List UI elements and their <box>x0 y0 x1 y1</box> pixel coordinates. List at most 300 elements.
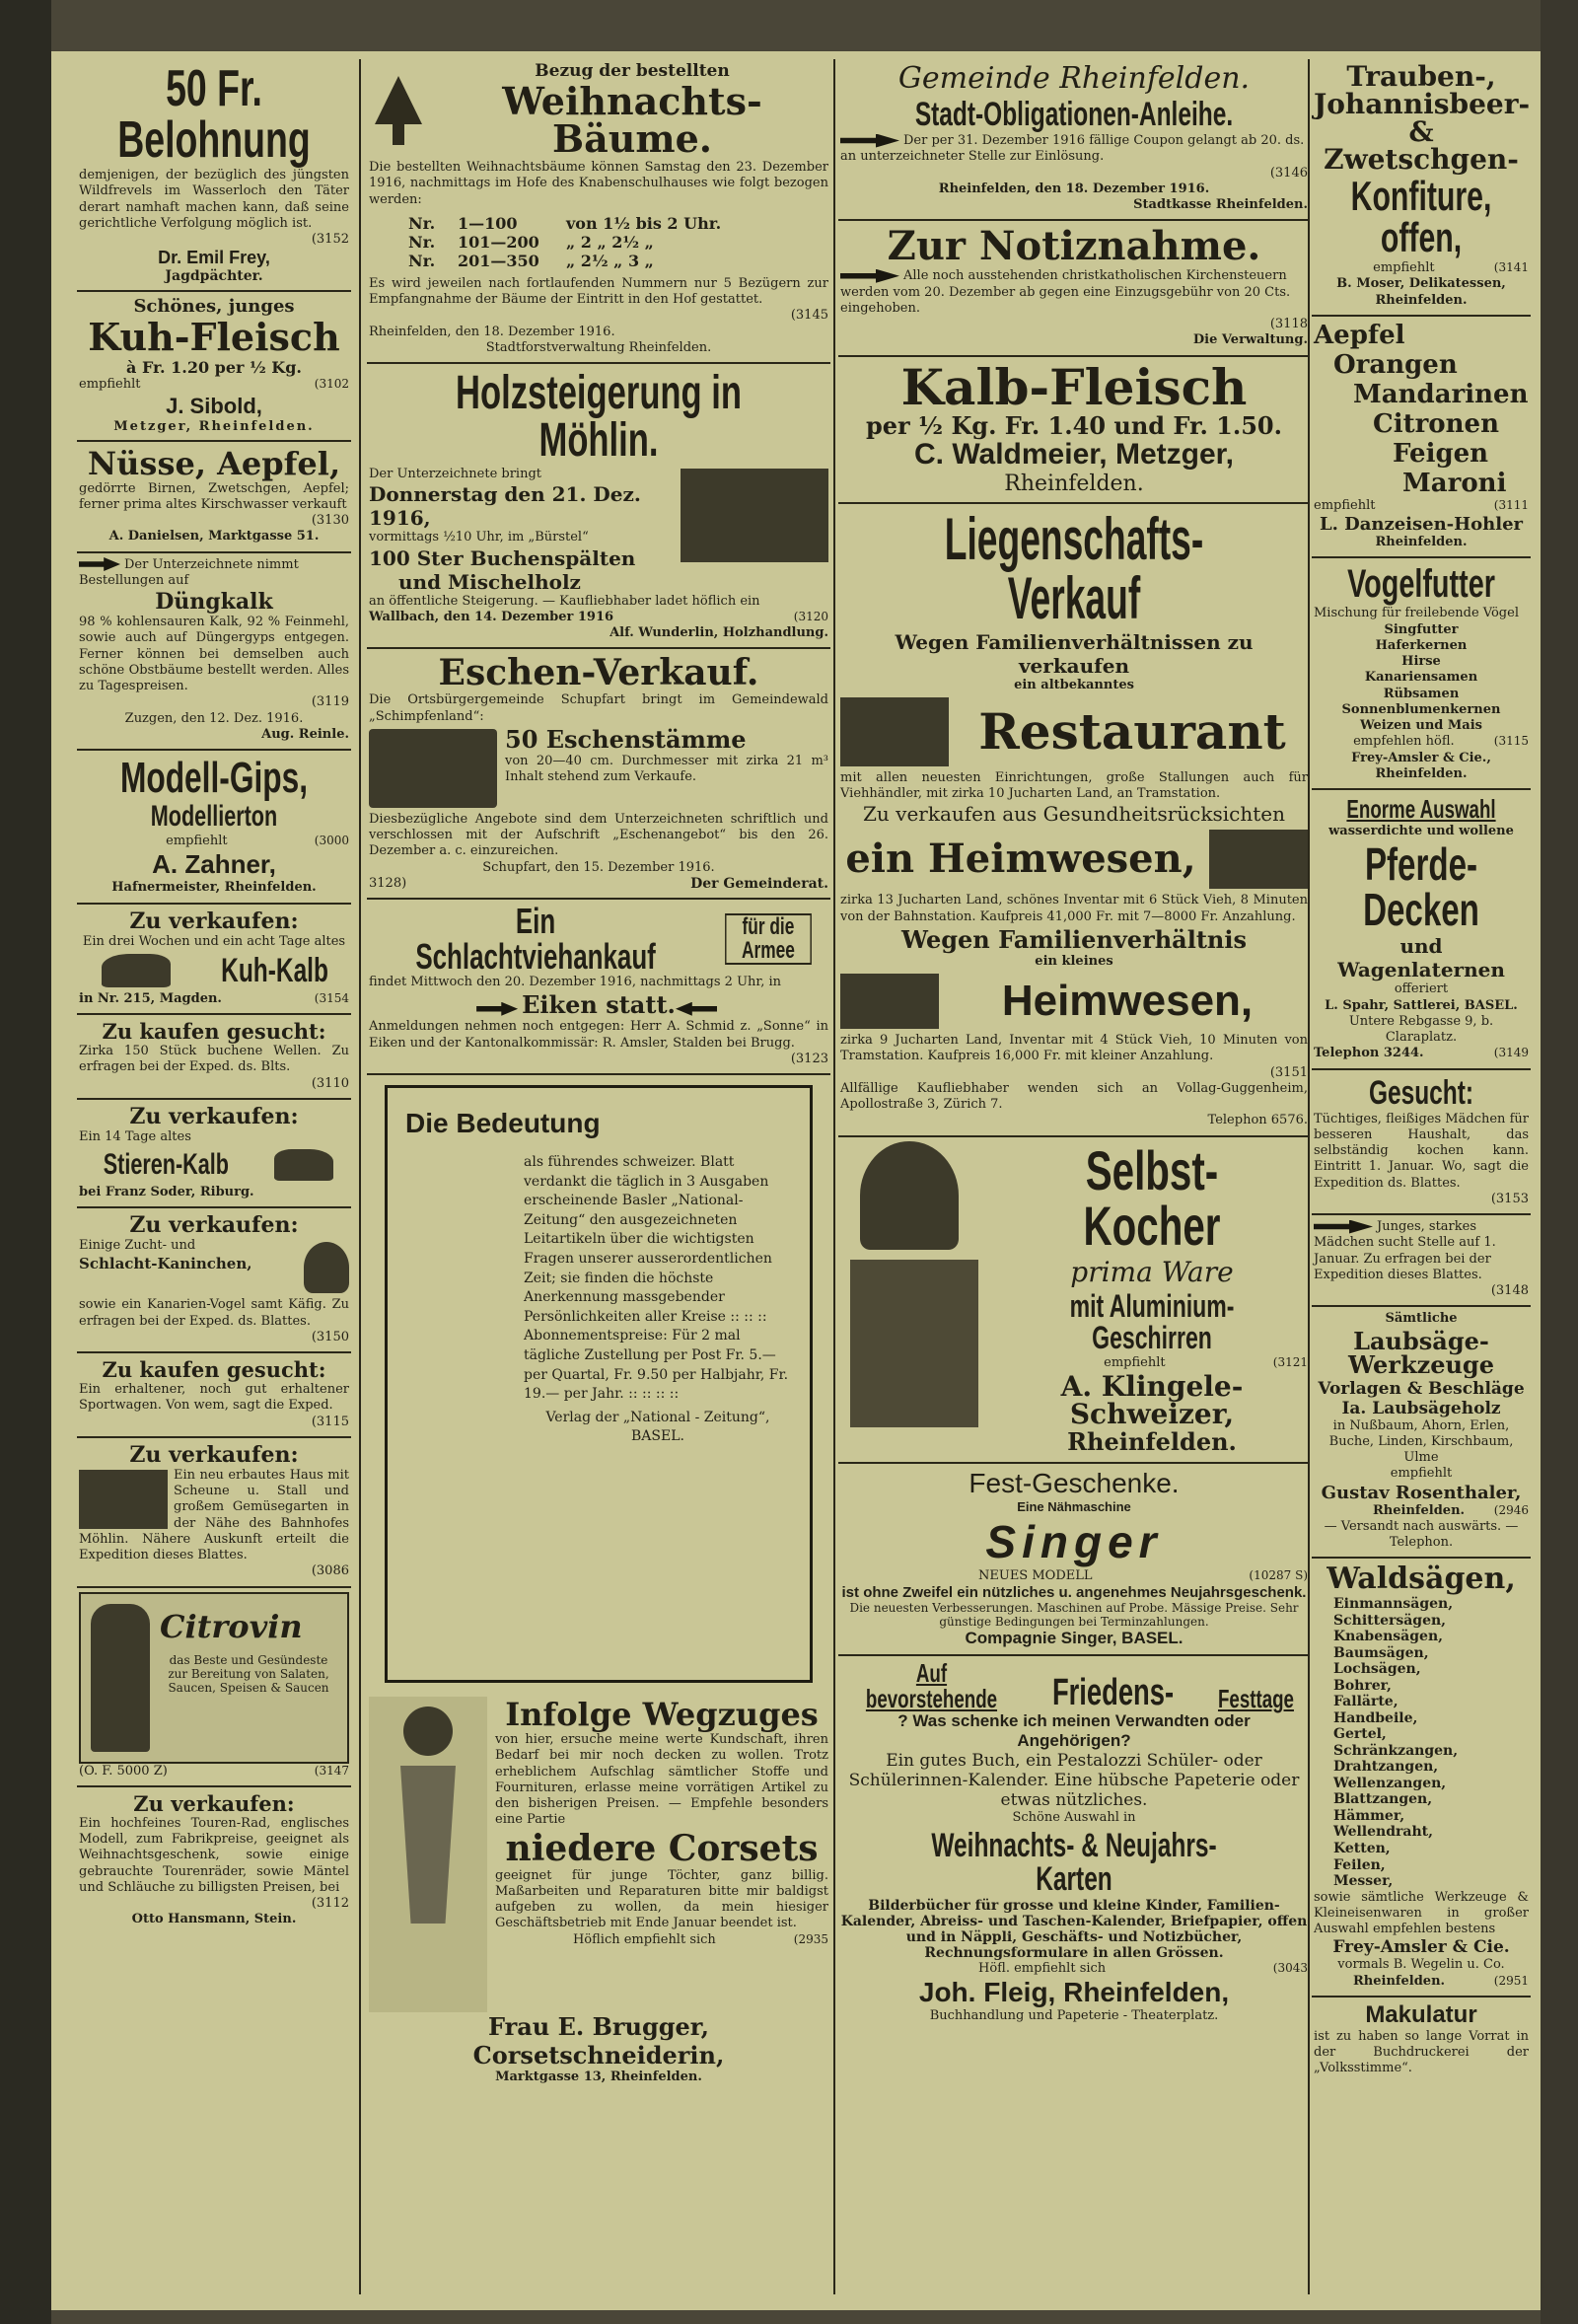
ad-text: von 20—40 cm. Durchmesser mit zirka 21 m³ Inhalt stehend zum Verkaufe. <box>505 753 828 784</box>
book-binding-left <box>0 0 51 2324</box>
ad-kalbfleisch <box>838 357 1310 504</box>
logs-illustration <box>369 729 497 808</box>
ad-sportwagen <box>77 1353 351 1438</box>
ad-maedchen <box>1312 1215 1531 1307</box>
ad-text: zirka 9 Jucharten Land, Inventar mit 4 Stück Vieh, 10 Minuten von Tramstation. Kaufpreis 16,000 Fr. mit kleiner Anzahlung. <box>840 1033 1308 1064</box>
list-item: Knabensägen, <box>1333 1629 1443 1645</box>
ad-big: Konfiture, offen, <box>1350 173 1492 260</box>
ad-signature: L. Danzeisen-Hohler <box>1319 514 1524 535</box>
ad-big: Schlacht-Kaninchen, <box>79 1254 252 1272</box>
ad-pretitle: Schönes, junges <box>133 296 295 318</box>
ad-text: Ein hochfeines Touren-Rad, englisches Modell, zum Fabrikpreise, geeignet als Weihnachtsgeschenk, sowie einige gebrauchte Tourenräder, sowie Mäntel und Schläuche zu billigsten Preisen, bei <box>79 1815 349 1895</box>
ad-signature: B. Moser, Delikatessen, <box>1336 276 1506 292</box>
ad-subtitle: prima Ware <box>1070 1255 1234 1288</box>
ad-place: Rheinfelden. <box>1375 535 1468 549</box>
ad-text: geeignet für junge Töchter, ganz billig. Maßarbeiten und Reparaturen bitte mir baldigst aufgeben zu wollen, da mein hiesiger Geschäftsbetrieb mit Ende Januar beendet ist. <box>495 1867 828 1931</box>
ad-empfiehlt: empfiehlt <box>1373 260 1435 275</box>
ad-signature: Stadtkasse Rheinfelden. <box>1133 197 1308 212</box>
ad-pferdedecken <box>1312 790 1531 1070</box>
pointing-hand-icon <box>840 134 899 148</box>
ad-subtitle: wasserdichte und wollene <box>1328 824 1514 838</box>
ad-makulatur <box>1312 1997 1531 2083</box>
house-illustration <box>840 974 939 1029</box>
ad-text: als führendes schweizer. Blatt verdankt die täglich in 3 Ausgaben erscheinende Basler „National-Zeitung“ den ausgezeichneten Leitartikeln über die wichtigsten Fragen unserer ausserordentlichen Zeit; sie finden die höchste Anerkennung massgebender Persönlichkeiten aller Kreise :: :: :: <box>524 1154 772 1325</box>
ad-signature: bei Franz Soder, Riburg. <box>79 1185 254 1199</box>
brand-logo: Singer <box>985 1516 1163 1567</box>
ad-subtitle: Eine Nähmaschine <box>1017 1498 1131 1514</box>
column-3 <box>838 57 1310 2294</box>
ad-empfiehlt: empfiehlt <box>1314 497 1376 513</box>
ad-date: Rheinfelden, den 18. Dezember 1916. <box>369 324 615 339</box>
ad-title: Zu kaufen gesucht: <box>102 1019 326 1044</box>
ad-title: Festtage <box>1217 1684 1294 1714</box>
ad-empfiehlt: Höfl. empfiehlt sich <box>978 1960 1107 1976</box>
ad-title: Infolge Wegzuges <box>505 1696 819 1733</box>
ad-signature-place: Metzger, Rheinfelden. <box>113 418 315 434</box>
ad-place: Rheinfelden. <box>1375 765 1468 781</box>
ad-text: Anmeldungen nehmen noch entgegen: Herr A. Schmid z. „Sonne“ in Eiken und der Kantonalkommissär: R. Amsler, Stalden bei Brugg. <box>369 1019 828 1051</box>
list-item: Schittersägen, <box>1333 1612 1447 1629</box>
column-1 <box>77 57 351 2294</box>
ad-address: Marktgasse 13, Rheinfelden. <box>495 2070 702 2084</box>
ad-subtitle: Zu verkaufen aus Gesundheitsrücksichten <box>863 802 1285 827</box>
ad-tag: (3111 <box>1493 497 1529 512</box>
ad-tag: (3150 <box>311 1329 349 1344</box>
table-row: Nr. 101—200 „ 2 „ 2½ „ <box>408 232 654 252</box>
ad-modellgips <box>77 751 351 905</box>
ad-tag: (3000 <box>314 834 349 847</box>
list-item: Maroni <box>1402 468 1507 498</box>
ad-place: Rheinfelden. <box>1375 292 1468 308</box>
ad-tag: (3115 <box>311 1414 349 1429</box>
ad-text: sowie sämtliche Werkzeuge & Kleineisenwaren in großer Auswahl empfehlen bestens <box>1314 1889 1529 1937</box>
ad-signature: A. Klingele-Schweizer, <box>1060 1369 1244 1430</box>
list-item: Wellendraht, <box>1333 1824 1433 1841</box>
ad-subtitle: Stadt-Obligationen-Anleihe. <box>914 96 1234 133</box>
ad-text: Der Unterzeichnete nimmt Bestellungen auf <box>79 556 299 588</box>
ad-signature: Otto Hansmann, Stein. <box>131 1912 297 1927</box>
tool-list <box>1314 1596 1529 1889</box>
ad-title: Gemeinde Rheinfelden. <box>897 61 1251 96</box>
ad-subtitle: Wegen Familienverhältnis <box>900 924 1247 954</box>
list-item: Kanariensamen <box>1364 670 1478 686</box>
ad-empfiehlt: Höflich empfiehlt sich <box>572 1931 716 1947</box>
ad-telephone: Telephon. <box>1389 1535 1454 1550</box>
ad-signature: Verlag der „National - Zeitung“, BASEL. <box>545 1409 770 1445</box>
ad-title: Liegenschafts-Verkauf <box>944 505 1204 631</box>
ad-empfiehlt: empfiehlt <box>1104 1354 1166 1370</box>
ad-nuesse <box>77 442 351 553</box>
list-item: Blattzangen, <box>1333 1791 1433 1808</box>
ad-title: Zur Notiznahme. <box>887 223 1261 270</box>
list-item: Weizen und Mais <box>1360 718 1482 733</box>
ad-subtitle: ein altbekanntes <box>1014 677 1134 692</box>
ad-schlachtvieh <box>367 900 830 1075</box>
ad-place: Rheinfelden. <box>1004 471 1144 496</box>
ad-belohnung <box>77 57 351 292</box>
ad-text: Bilderbücher für grosse und kleine Kinder, Familien-Kalender, Abreiss- und Taschen-Kalender, Briefpapier, offen und in Näppli, Geschäfts- und Notizbücher, Rechnungsformulare in allen Grössen. <box>840 1897 1308 1961</box>
ad-big: Eiken statt. <box>522 990 676 1020</box>
ad-title: Zu verkaufen: <box>133 1790 295 1816</box>
ad-date: Schupfart, den 15. Dezember 1916. <box>482 859 715 875</box>
pointing-hand-icon <box>1314 1220 1373 1234</box>
ad-tag: (3120 <box>793 609 828 623</box>
ad-tag: (3153 <box>1490 1191 1529 1206</box>
ad-title: Die Bedeutung <box>405 1108 601 1138</box>
ad-address: vormals B. Wegelin u. Co. <box>1337 1957 1505 1973</box>
ad-text: gedörrte Birnen, Zwetschgen, Aepfel; ferner prima altes Kirschwasser verkauft <box>79 480 349 512</box>
ad-national-zeitung <box>385 1085 813 1683</box>
ad-laubsaege <box>1312 1307 1531 1559</box>
ad-title: Gesucht: <box>1368 1073 1474 1112</box>
ad-text: an öffentliche Steigerung. — Kaufliebhaber ladet höflich ein <box>369 593 760 609</box>
ad-text: sowie ein Kanarien-Vogel samt Käfig. Zu erfragen bei der Exped. ds. Blattes. <box>79 1297 349 1329</box>
ad-signature: Stadtforstverwaltung Rheinfelden. <box>485 339 712 355</box>
ad-big: 100 Ster Buchenspälten <box>369 545 636 570</box>
ad-tag: (3112 <box>311 1896 349 1911</box>
list-item: Baumsägen, <box>1333 1644 1429 1661</box>
ad-tag: (10287 S) <box>1249 1568 1308 1582</box>
list-item: Aepfel <box>1314 320 1405 350</box>
ad-holzsteigerung <box>367 364 830 649</box>
ad-text: Ein 14 Tage altes <box>79 1128 191 1144</box>
ad-signature: L. Spahr, Sattlerei, BASEL. <box>1325 997 1518 1013</box>
ad-signature: J. Sibold, <box>166 393 262 418</box>
ad-subtitle: und Wagenlaternen <box>1337 934 1505 982</box>
pointing-hand-icon <box>676 1002 717 1016</box>
list-item: Singfutter <box>1384 621 1459 637</box>
list-item: Einmannsägen, <box>1333 1596 1454 1613</box>
ad-title: 50 Fr. Belohnung <box>117 60 311 169</box>
ad-big: niedere Corsets <box>505 1827 819 1869</box>
ad-duengkalk <box>77 553 351 752</box>
pointing-hand-icon <box>476 1002 518 1016</box>
list-item: Feilen, <box>1333 1856 1386 1873</box>
ad-empfiehlt: empfiehlt <box>79 377 141 393</box>
column-rule <box>359 59 361 2294</box>
list-item: Citronen <box>1373 408 1499 439</box>
ad-model: NEUES MODELL <box>978 1568 1093 1583</box>
ad-offeriert: offeriert <box>1394 981 1449 997</box>
ad-subtitle: Wegen Familienverhältnissen zu verkaufen <box>895 629 1254 678</box>
ad-shipping: — Versandt nach auswärts. — <box>1324 1518 1519 1534</box>
ad-signature: Frey-Amsler & Cie. <box>1332 1937 1510 1958</box>
ad-tag: (3115 <box>1493 734 1529 749</box>
ad-text: Ein gutes Buch, ein Pestalozzi Schüler- oder Schülerinnen-Kalender. Eine hübsche Papeterie oder etwas nützliches. <box>848 1751 1300 1811</box>
ad-pretitle: Enorme Auswahl <box>1346 794 1496 824</box>
ad-tag: (3118 <box>1269 317 1308 331</box>
ad-signature: A. Zahner, <box>152 849 276 880</box>
ad-eschen <box>367 649 830 900</box>
ad-tag: (3102 <box>314 377 349 392</box>
ad-stadtobligationen <box>838 57 1310 221</box>
ad-title: Holzsteigerung in Möhlin. <box>456 367 742 467</box>
list-item: Hirse <box>1401 654 1441 669</box>
ad-title: Zu verkaufen: <box>129 1212 299 1239</box>
list-item: Rübsamen <box>1383 686 1460 701</box>
ad-empfiehlt: empfehlen höfl. <box>1353 734 1455 750</box>
ad-tag: (3148 <box>1490 1283 1529 1298</box>
ad-title: Düngkalk <box>155 589 273 615</box>
bottle-illustration <box>91 1604 150 1752</box>
ad-title: Vogelfutter <box>1347 562 1495 607</box>
ad-text: Einige Zucht- und <box>79 1238 196 1254</box>
ad-signature-place: Hafnermeister, Rheinfelden. <box>111 880 317 896</box>
ad-tourenrad <box>77 1787 351 1934</box>
ad-place: Rheinfelden. <box>1373 1502 1466 1518</box>
ad-gesucht <box>1312 1070 1531 1216</box>
ad-vogelfutter <box>1312 558 1531 790</box>
ad-telephone: Telephon 3244. <box>1314 1046 1424 1061</box>
ad-title: Modell-Gips, <box>119 754 309 802</box>
ad-empfiehlt: empfiehlt <box>166 834 228 848</box>
ad-signature: Der Gemeinderat. <box>690 875 828 892</box>
ad-address: Buchhandlung und Papeterie - Theaterplatz. <box>929 2007 1219 2023</box>
ad-kuhkalb <box>77 905 351 1016</box>
ad-text: das Beste und Gesündeste zur Bereitung von Salaten, Saucen, Speisen & Saucen <box>168 1652 329 1695</box>
ad-tag: 3128) <box>369 875 407 891</box>
ad-tag: (3119 <box>311 694 349 710</box>
ad-title: Zu verkaufen: <box>129 1103 299 1129</box>
ad-fleig <box>838 1656 1310 2030</box>
calf-illustration <box>102 954 171 987</box>
ad-title: Zu kaufen gesucht: <box>102 1357 326 1382</box>
ad-singer <box>838 1464 1310 1657</box>
ad-title: Nüsse, Aepfel, <box>87 444 341 482</box>
ad-tag: (3147 <box>314 1763 349 1778</box>
ad-title: Zu verkaufen: <box>129 1441 299 1468</box>
ad-signature: Joh. Fleig, Rheinfelden, <box>918 1976 1230 2007</box>
list-item: Haferkernen <box>1375 637 1468 653</box>
ad-pretitle: Sämtliche <box>1385 1311 1458 1327</box>
ad-signature: Gustav Rosenthaler, <box>1321 1482 1522 1503</box>
ad-tag: (3151 <box>1269 1064 1308 1080</box>
ad-text: zirka 13 Jucharten Land, schönes Inventar mit 6 Stück Vieh, 8 Minuten von der Bahnstation. Kaufpreis 41,000 Fr. mit 7—8000 Fr. Anzahlung. <box>840 893 1308 924</box>
bull-illustration <box>274 1149 333 1181</box>
ad-tag: (2935 <box>793 1931 828 1946</box>
ad-text: demjenigen, der bezüglich des jüngsten Wildfrevels im Wasserloch den Täter derart namhaft machen kann, daß seine gerichtliche Verfolgung möglich ist. <box>79 168 349 231</box>
ad-citrovin <box>77 1588 351 1787</box>
list-item: Wellenzangen, <box>1333 1775 1447 1791</box>
ad-tag: (3146 <box>1269 165 1308 181</box>
pointing-hand-icon <box>79 557 120 571</box>
ad-text: Abonnementspreise: Für 2 mal tägliche Zustellung per Post Fr. 5.— per Quartal, Fr. 9.50 per Halbjahr, Fr. 19.— per Jahr. :: :: :: :: <box>524 1328 789 1403</box>
list-item: Drahtzangen, <box>1333 1759 1439 1776</box>
list-item: Fallärte, <box>1333 1694 1399 1710</box>
ad-big: Kuh-Kalb <box>221 951 328 989</box>
ad-big: und Mischelholz <box>398 569 581 594</box>
ad-waldsaegen <box>1312 1559 1531 1997</box>
ad-date: Zuzgen, den 12. Dez. 1916. <box>124 710 304 726</box>
list-item: Lochsägen, <box>1333 1661 1421 1678</box>
ad-tag: (3123 <box>790 1051 828 1066</box>
restaurant-illustration <box>840 697 949 766</box>
ad-tag: (3130 <box>311 513 349 528</box>
ad-title-box: für die Armee <box>725 913 812 965</box>
ad-subtitle: Modellierton <box>150 800 278 833</box>
ad-text: Der per 31. Dezember 1916 fällige Coupon gelangt ab 20. ds. an unterzeichneter Stelle zur Einlösung. <box>840 133 1305 165</box>
ad-konfiture <box>1312 57 1531 317</box>
ad-text: mit allen neuesten Einrichtungen, große Stallungen auch für Viehhändler, mit zirka 10 Jucharten Land, an Tramstation. <box>840 769 1308 801</box>
list-item: Messer, <box>1333 1873 1394 1890</box>
pointing-hand-icon <box>840 269 899 283</box>
ad-subtitle: Vorlagen & Beschläge <box>1318 1378 1525 1399</box>
ad-signature: A. Danielsen, Marktgasse 51. <box>108 529 320 545</box>
ad-signature: Compagnie Singer, BASEL. <box>965 1629 1184 1648</box>
ad-text: Ein erhaltener, noch gut erhaltener Sportwagen. Von wem, sagt die Exped. <box>79 1382 349 1414</box>
ad-stierenkalb <box>77 1100 351 1209</box>
ad-text: Diesbezügliche Angebote sind dem Unterzeichneten schriftlich und verschlossen mit der Aufschrift „Eschenangebot“ bis den 26. Dezember a. c. einzureichen. <box>369 811 828 859</box>
list-item: Ketten, <box>1333 1840 1391 1856</box>
ad-signature: C. Waldmeier, Metzger, <box>914 437 1234 471</box>
ad-tag: (3154 <box>314 990 349 1005</box>
farmhouse-illustration <box>1209 830 1308 889</box>
ad-price: à Fr. 1.20 per ½ Kg. <box>126 358 302 378</box>
ad-title: Fest-Geschenke. <box>968 1467 1180 1498</box>
ad-haus <box>77 1438 351 1588</box>
ad-place: in Nr. 215, Magden. <box>79 990 222 1006</box>
ad-text: Allfällige Kaufliebhaber wenden sich an Vollag-Guggenheim, Apollostraße 3, Zürich 7. <box>840 1080 1308 1112</box>
ad-suedfruechte <box>1312 317 1531 559</box>
ad-code: (O. F. 5000 Z) <box>79 1763 168 1779</box>
brand-logo: Citrovin <box>160 1607 303 1645</box>
list-item: Orangen <box>1333 349 1458 380</box>
ad-empfiehlt: empfiehlt <box>1390 1466 1453 1482</box>
list-item: Feigen <box>1393 438 1489 469</box>
ad-signature: Frau E. Brugger, Corsetschneiderin, <box>472 2012 725 2070</box>
ad-title: Eschen-Verkauf. <box>438 652 759 694</box>
ad-text: Die Ortsbürgergemeinde Schupfart bringt im Gemeindewald „Schimpfenland“: <box>369 692 828 724</box>
ad-small: Die neuesten Verbesserungen. Maschinen auf Probe. Mässige Preise. Sehr günstige Bedingungen bei Terminzahlungen. <box>849 1601 1299 1630</box>
ad-signature: Alf. Wunderlin, Holzhandlung. <box>610 625 828 640</box>
ad-text: 98 % kohlensauren Kalk, 92 % Feinmehl, sowie auch auf Düngergyps entgegen. Ferner können bei demselben auch schöne Obstbäume bestellt werden. Alles zu Tagespreisen. <box>79 615 349 693</box>
ad-big: ein Heimwesen, <box>845 835 1196 883</box>
ad-big: 50 Eschenstämme <box>505 724 747 754</box>
ad-text: Die bestellten Weihnachtsbäume können Samstag den 23. Dezember 1916, nachmittags im Hofe des Knabenschulhauses wie folgt bezogen werden: <box>369 160 828 207</box>
column-rule <box>833 59 835 2294</box>
ad-text: findet Mittwoch den 20. Dezember 1916, nachmittags 2 Uhr, in <box>369 975 781 989</box>
list-item: Gertel, <box>1333 1726 1387 1743</box>
list-item: Bohrer, <box>1333 1677 1392 1694</box>
list-item: Schränkzangen, <box>1333 1742 1459 1759</box>
ad-title: Waldsägen, <box>1327 1561 1516 1597</box>
ad-text: Es wird jeweilen nach fortlaufenden Nummern nur 5 Bezügern zur Empfangnahme der Bäume der Eintritt in den Hof gestattet. <box>369 275 828 307</box>
ad-big: Restaurant <box>978 701 1286 761</box>
ad-title: Selbst-Kocher <box>1083 1138 1221 1257</box>
ad-subtitle: Schöne Auswahl in <box>1012 1810 1136 1826</box>
ad-price: per ½ Kg. Fr. 1.40 und Fr. 1.50. <box>866 410 1282 440</box>
ad-tag: (3121 <box>1272 1354 1308 1369</box>
ad-notiznahme <box>838 221 1310 356</box>
ad-place: Rheinfelden. <box>1353 1973 1446 1989</box>
ad-text: ist ohne Zweifel ein nützliches u. angenehmes Neujahrsgeschenk. <box>841 1584 1307 1602</box>
list-item: Handbeile, <box>1333 1709 1418 1726</box>
ad-title: Auf bevorstehende <box>865 1658 997 1714</box>
ad-text: Zirka 150 Stück buchene Wellen. Zu erfragen bei der Exped. ds. Blts. <box>79 1044 349 1075</box>
ad-big: Heimwesen, <box>1001 977 1254 1025</box>
ad-title: Friedens- <box>1051 1672 1174 1714</box>
ad-signature: Dr. Emil Frey, <box>158 248 270 268</box>
ad-signature-role: Jagdpächter. <box>165 268 263 285</box>
ad-telephone: Telephon 6576. <box>1207 1113 1308 1128</box>
ad-question: ? Was schenke ich meinen Verwandten oder Angehörigen? <box>897 1711 1251 1751</box>
ad-signature: Die Verwaltung. <box>1192 332 1308 348</box>
ad-subtitle: mit Aluminium-Geschirren <box>1069 1287 1235 1355</box>
ad-tag: (3141 <box>1493 260 1529 274</box>
house-illustration <box>79 1470 168 1529</box>
ad-text: Mischung für freilebende Vögel <box>1314 606 1519 621</box>
ad-signature: Aug. Reinle. <box>261 726 349 742</box>
ad-title: Makulatur <box>1365 2000 1477 2028</box>
ad-title: Kalb-Fleisch <box>900 357 1248 416</box>
ad-liegenschaften <box>838 504 1310 1137</box>
ad-place: Wallbach, den 14. Dezember 1916 <box>369 609 614 624</box>
ad-selbstkocher <box>838 1137 1310 1464</box>
ad-kaninchen <box>77 1208 351 1353</box>
ad-tag: (3145 <box>790 308 828 324</box>
ad-text: von hier, ersuche meine werte Kundschaft, ihren Bedarf bei mir noch decken zu wollen. Trotz erheblichem Aufschlag sämtlicher Stoffe und Fournituren, erlasse meine vorrätigen Artikel zu den bisherigen Preisen. — Empfehle besonders eine Partie <box>495 1732 828 1828</box>
ad-tag: (3043 <box>1272 1960 1308 1975</box>
ad-address: Untere Rebgasse 9, b. Claraplatz. <box>1348 1013 1494 1045</box>
ad-text: vormittags ½10 Uhr, im „Bürstel“ <box>369 530 589 545</box>
ad-title: Ein Schlachtviehankauf <box>415 901 656 977</box>
book-binding-right <box>1541 0 1578 2324</box>
column-4 <box>1312 57 1531 2294</box>
list-item: Hämmer, <box>1333 1807 1405 1824</box>
ad-text: Tüchtiges, fleißiges Mädchen für besseren Haushalt, das selbständig kochen kann. Eintritt 1. Januar. Wo, sagt die Expedition ds. Blattes. <box>1314 1111 1529 1191</box>
ad-tag: (3086 <box>311 1563 349 1579</box>
ad-tag: (2951 <box>1493 1973 1529 1988</box>
ad-text: in Nußbaum, Ahorn, Erlen, Buche, Linden, Kirschbaum, Ulme <box>1328 1417 1514 1465</box>
ad-wellen <box>77 1015 351 1100</box>
woman-corset-illustration <box>369 1697 487 2012</box>
ad-pretitle: Bezug der bestellten <box>535 61 730 81</box>
ad-kuhfleisch <box>77 292 351 441</box>
christmas-tree-illustration <box>369 76 428 145</box>
list-item: Sonnenblumenkernen <box>1341 701 1501 717</box>
ad-date: Rheinfelden, den 18. Dezember 1916. <box>938 181 1210 196</box>
woodcutters-illustration <box>681 469 828 562</box>
ad-title: Weihnachts-Bäume. <box>502 79 762 161</box>
ad-corsets <box>367 1693 830 2091</box>
cooker-illustration <box>840 1141 988 1427</box>
ad-place: Rheinfelden. <box>1067 1426 1237 1456</box>
rabbit-illustration <box>304 1242 349 1293</box>
ad-title: Trauben-, Johannisbeer- & Zwetschgen- <box>1314 60 1531 176</box>
ad-text: Alle noch ausstehenden christkatholischen Kirchensteuern werden vom 20. Dezember ab gegen eine Einzugsgebühr von 20 Cts. eingehoben. <box>840 268 1291 316</box>
ad-date: Donnerstag den 21. Dez. 1916, <box>369 482 641 531</box>
ad-text: Der Unterzeichnete bringt <box>369 467 542 481</box>
ad-tag: (3152 <box>311 232 349 247</box>
ad-title: Laubsäge-Werkzeuge <box>1348 1326 1494 1379</box>
ad-big: Pferde-Decken <box>1363 838 1479 936</box>
ad-text: Junges, starkes Mädchen sucht Stelle auf 1. Januar. Zu erfragen bei der Expedition dieses Blattes. <box>1314 1219 1496 1282</box>
ad-big: Weihnachts- & Neujahrs-Karten <box>931 1826 1217 1898</box>
table-row: Nr. 1—100 von 1½ bis 2 Uhr. <box>408 213 722 233</box>
list-item: Mandarinen <box>1353 379 1529 409</box>
ad-title: Kuh-Fleisch <box>88 315 340 360</box>
ad-tag: (2946 <box>1493 1502 1529 1517</box>
ad-subtitle: Ia. Laubsägeholz <box>1341 1398 1501 1418</box>
ad-title: Zu verkaufen: <box>129 908 299 934</box>
schedule-table <box>408 214 789 270</box>
ad-tag: (3110 <box>311 1075 349 1091</box>
table-row: Nr. 201—350 „ 2½ „ 3 „ <box>408 251 654 270</box>
ad-subtitle: ein kleines <box>1035 953 1113 969</box>
ad-tag: (3149 <box>1493 1046 1529 1060</box>
ad-weihnachtsbaeume <box>367 57 830 364</box>
ad-text: Ein drei Wochen und ein acht Tage altes <box>82 933 346 949</box>
